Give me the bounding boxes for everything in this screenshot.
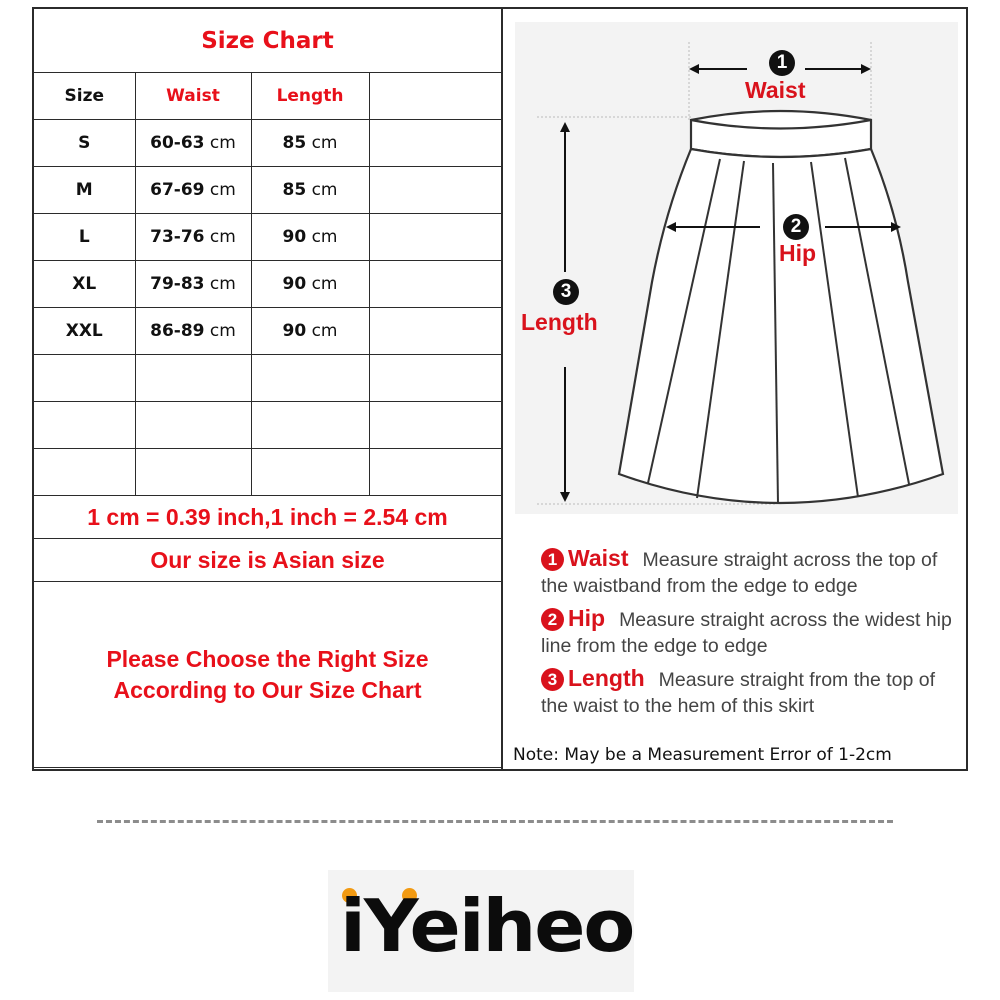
advice-line-2: According to Our Size Chart bbox=[113, 676, 422, 703]
size-table-panel bbox=[34, 9, 501, 769]
waist-value: 79-83 bbox=[150, 274, 205, 294]
size-cell: XXL bbox=[65, 321, 103, 341]
legend-description: Measure straight from the top of the waist to the hem of this skirt bbox=[541, 669, 936, 717]
table-header-row bbox=[34, 73, 501, 120]
size-cell: S bbox=[78, 133, 91, 153]
table-row bbox=[34, 308, 501, 355]
asian-size-note: Our size is Asian size bbox=[34, 539, 501, 582]
legend-term: Waist bbox=[568, 545, 629, 571]
unit: cm bbox=[209, 227, 236, 247]
legend-term: Length bbox=[568, 665, 645, 691]
header-size: Size bbox=[34, 73, 135, 120]
waist-number-badge: 1 bbox=[769, 50, 795, 76]
hip-number-badge: 2 bbox=[783, 214, 809, 240]
length-value: 85 bbox=[282, 133, 307, 153]
empty-cell bbox=[369, 120, 501, 167]
length-value: 90 bbox=[282, 321, 307, 341]
empty-cell bbox=[369, 214, 501, 261]
waist-value: 67-69 bbox=[150, 180, 205, 200]
unit: cm bbox=[209, 133, 236, 153]
unit: cm bbox=[311, 274, 338, 294]
unit-conversion-note: 1 cm = 0.39 inch,1 inch = 2.54 cm bbox=[34, 496, 501, 539]
header-length: Length bbox=[251, 73, 369, 120]
table-row bbox=[34, 261, 501, 308]
legend-description: Measure straight across the widest hip line from the edge to edge bbox=[541, 609, 952, 657]
unit: cm bbox=[311, 180, 338, 200]
table-row bbox=[34, 167, 501, 214]
brand-logo bbox=[328, 870, 634, 992]
unit: cm bbox=[311, 133, 338, 153]
empty-cell bbox=[369, 261, 501, 308]
length-number-badge: 3 bbox=[553, 279, 579, 305]
size-cell: XL bbox=[72, 274, 97, 294]
header-empty bbox=[369, 73, 501, 120]
length-diagram-label: Length bbox=[521, 309, 598, 335]
unit: cm bbox=[209, 321, 236, 341]
waist-value: 73-76 bbox=[150, 227, 205, 247]
waist-number-icon: 1 bbox=[541, 548, 564, 571]
size-chart-frame bbox=[32, 7, 968, 771]
size-cell: L bbox=[78, 227, 90, 247]
empty-row bbox=[34, 355, 501, 402]
table-row bbox=[34, 120, 501, 167]
unit: cm bbox=[311, 227, 338, 247]
legend-term: Hip bbox=[568, 605, 606, 631]
waist-value: 86-89 bbox=[150, 321, 205, 341]
skirt-diagram bbox=[515, 22, 958, 514]
size-advice bbox=[34, 582, 501, 768]
advice-line-1: Please Choose the Right Size bbox=[106, 645, 429, 672]
waist-value: 60-63 bbox=[150, 133, 205, 153]
waist-diagram-label: Waist bbox=[745, 77, 806, 103]
legend-item-waist bbox=[541, 545, 961, 599]
measurement-guide-panel bbox=[503, 9, 966, 769]
length-value: 90 bbox=[282, 227, 307, 247]
table-row bbox=[34, 214, 501, 261]
legend-item-hip bbox=[541, 605, 961, 659]
measurement-error-note: Note: May be a Measurement Error of 1-2cm bbox=[513, 745, 892, 765]
unit: cm bbox=[209, 180, 236, 200]
length-value: 90 bbox=[282, 274, 307, 294]
unit: cm bbox=[209, 274, 236, 294]
brand-name: iYeiheo bbox=[340, 884, 634, 968]
measurement-legend bbox=[541, 545, 961, 725]
dashed-separator bbox=[97, 820, 893, 823]
hip-number-icon: 2 bbox=[541, 608, 564, 631]
empty-cell bbox=[369, 308, 501, 355]
unit: cm bbox=[311, 321, 338, 341]
hip-diagram-label: Hip bbox=[779, 240, 817, 266]
skirt-illustration bbox=[515, 22, 958, 514]
length-value: 85 bbox=[282, 180, 307, 200]
size-cell: M bbox=[75, 180, 93, 200]
empty-cell bbox=[369, 167, 501, 214]
empty-row bbox=[34, 449, 501, 496]
legend-description: Measure straight across the top of the waistband from the edge to edge bbox=[541, 549, 938, 597]
size-chart-title: Size Chart bbox=[34, 9, 501, 73]
empty-row bbox=[34, 402, 501, 449]
size-table bbox=[34, 9, 501, 768]
legend-item-length bbox=[541, 665, 961, 719]
length-number-icon: 3 bbox=[541, 668, 564, 691]
header-waist: Waist bbox=[135, 73, 251, 120]
